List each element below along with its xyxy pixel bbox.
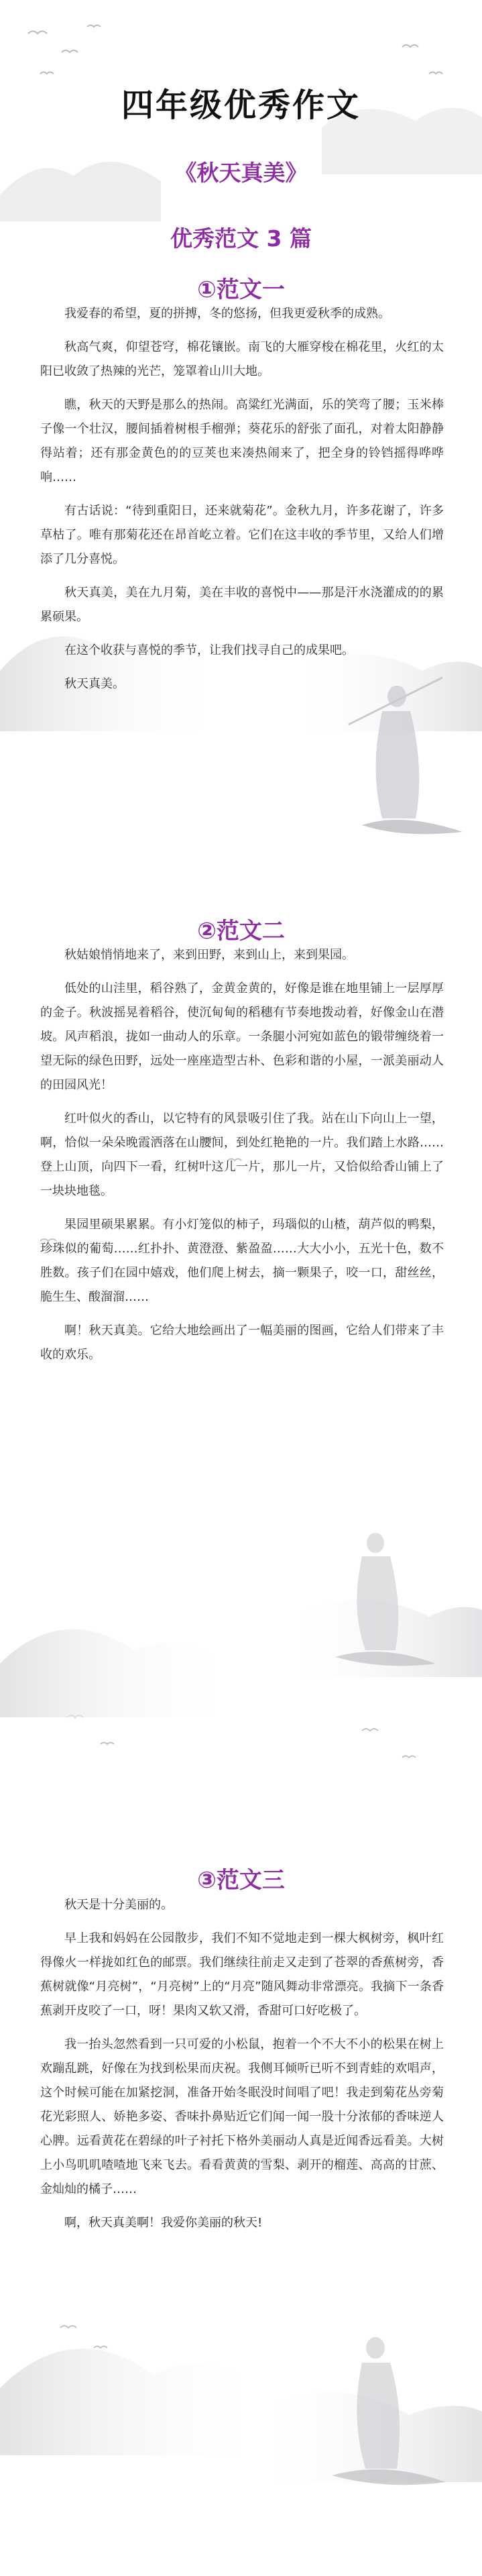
paragraph: 有古话说：“待到重阳日，还来就菊花”。金秋九月，许多花谢了，许多草枯了。唯有那菊花还在昂首屹立着。它们在这丰收的季节里，又给人们增添了几分喜悦。 — [40, 504, 444, 566]
paragraph: 秋天真美，美在九月菊，美在丰收的喜悦中——那是汗水浇灌成的的累累硕果。 — [40, 586, 444, 624]
essay-topic-title: 《秋天真美》 — [174, 160, 308, 186]
paragraph: 秋天是十分美丽的。 — [64, 1898, 173, 1912]
essay-body — [40, 1893, 444, 2245]
birds-bottom — [60, 2326, 107, 2348]
paragraph: 我一抬头忽然看到一只可爱的小松鼠，抱着一个不大不小的松果在树上欢蹦乱跳，好像在为找到松果而庆祝。我侧耳倾听已听不到青蛙的欢唱声，这个时候可能在加紧挖洞，准备开始冬眠没时间唱了吧！我走到菊花丛旁菊花光彩照人、娇艳多姿、香味扑鼻贴近它们闻一闻一股十分浓郁的香味逆人心脾。远看黄花在碧绿的叶子衬托下格外美丽动人真是近闻香远看美。大树上小鸟叽叽喳喳地飞来飞去。看看黄黄的雪梨、剥开的榴莲、高高的甘蔗、金灿灿的橘子…… — [40, 2037, 444, 2196]
paragraph: 果园里硕果累累。有小灯笼似的柿子，玛瑙似的山楂，葫芦似的鸭梨，珍珠似的葡萄……红扑扑、黄澄澄、紫盈盈……大大小小，五光十色，数不胜数。孩子们在园中嬉戏，他们爬上树去，摘一颗果子，咬一口，甜丝丝，脆生生、酸溜溜…… — [40, 1218, 444, 1304]
paragraph: 秋高气爽，仰望苍穹，棉花镶嵌。南飞的大雁穿梭在棉花里，火红的太阳已收敛了热辣的光芒，笼罩着山川大地。 — [40, 340, 444, 378]
mountain-mid2-left — [0, 1629, 235, 1717]
paragraph: 秋天真美。 — [64, 677, 125, 691]
essay-heading: ①范文一 — [197, 276, 285, 303]
section-label: 优秀范文 3 篇 — [170, 225, 312, 252]
paragraph: 早上我和妈妈在公园散步，我们不知不觉地走到一棵大枫树旁，枫叶红得像火一样拢如红色的邮票。我们继续往前走又走到了苍翠的香蕉树旁，香蕉树就像“月亮树”，“月亮树”上的“月亮”随风舞动非常漂亮。我摘下一条香蕉剥开皮咬了一口，呀！果肉又软又滑，香甜可口好吃极了。 — [40, 1931, 444, 2018]
paragraph: 我爱春的希望，夏的拼搏，冬的悠扬，但我更爱秋季的成熟。 — [64, 307, 390, 321]
paragraph: 瞧，秋天的天野是那么的热闹。高粱红光满面，乐的笑弯了腰；玉米棒子像一个壮汉，腰间插着树根手榴弹；葵花乐的舒张了面孔，对着太阳静静得站着；还有那金黄色的的豆荚也来凑热闹来了，把全身的铃铛摇得哗哗响…… — [40, 398, 444, 484]
paragraph: 低处的山洼里，稻谷熟了，金黄金黄的，好像是谁在地里铺上一层厚厚的金子。秋波摇晃着稻谷，使沉甸甸的稻穗有节奏地拨动着，好像金山在潜坡。风声稻浪，拢如一曲动人的乐章。一条腿小河宛如蓝色的锻带缠绕着一望无际的绿色田野，远处一座座造型古朴、色彩和谐的小屋，一派美丽动人的田园风光！ — [40, 981, 444, 1092]
paragraph: 啊！秋天真美。它给大地绘画出了一幅美丽的图画，它给人们带来了丰收的欢乐。 — [40, 1324, 444, 1362]
essay-heading: ③范文三 — [197, 1867, 285, 1894]
paragraph: 在这个收获与喜悦的季节，让我们找寻自己的成果吧。 — [64, 643, 354, 657]
essay-heading: ②范文二 — [197, 918, 285, 945]
paragraph: 红叶似火的香山，以它特有的风景吸引住了我。站在山下向山上一望，啊，恰似一朵朵晚霞洒落在山腰间，到处红艳艳的一片。我们踏上水路……登上山顶，向四下一看，红树叶这儿一片，那儿一片，又恰似给香山铺上了一块块地毯。 — [40, 1112, 444, 1198]
paragraph: 秋姑娘悄悄地来了，来到田野，来到山上，来到果园。 — [64, 948, 354, 962]
birds-top — [28, 25, 442, 74]
essay-body — [40, 943, 444, 1377]
paragraph: 啊，秋天真美啊！我爱你美丽的秋天! — [64, 2216, 263, 2230]
page-title: 四年级优秀作文 — [121, 87, 361, 124]
mountain-bottom-left — [0, 2349, 268, 2455]
essay-body — [40, 302, 444, 706]
